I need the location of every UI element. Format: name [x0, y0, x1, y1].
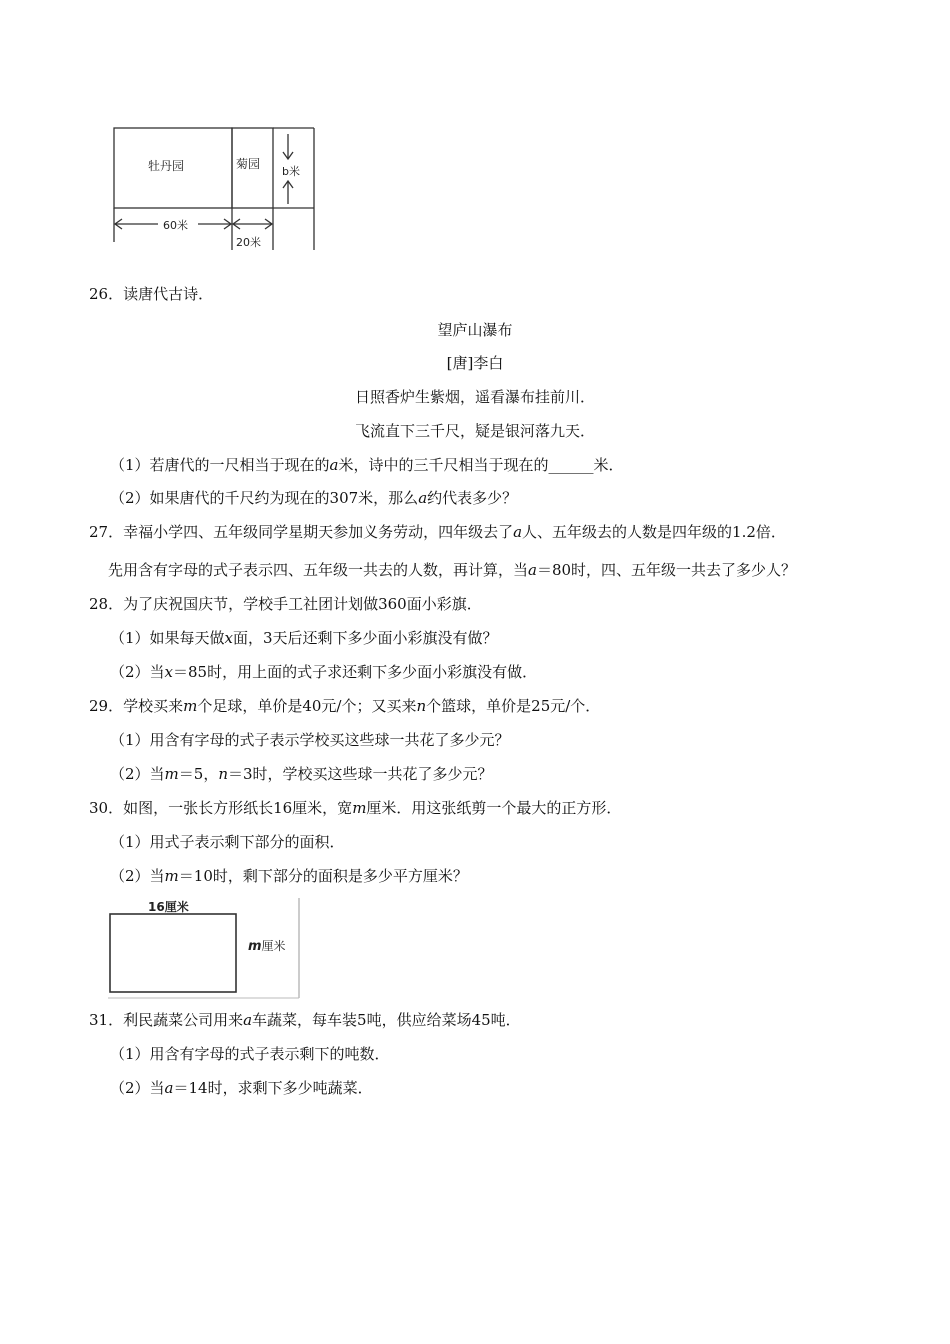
q28-part-1: （1）如果每天做x面，3天后还剩下多少面小彩旗没有做？ [110, 629, 498, 647]
poem-line-2: 飞流直下三千尺，疑是银河落九天． [354, 422, 595, 440]
q30-stem: 30．如图，一张长方形纸长16厘米，宽m厘米．用这张纸剪一个最大的正方形． [89, 799, 622, 817]
q26-stem: 26．读唐代古诗． [89, 285, 214, 303]
poem-line-1: 日照香炉生紫烟，遥看瀑布挂前川． [354, 388, 595, 406]
paper-length-label: 16厘米 [148, 900, 189, 914]
q26-part-1: （1）若唐代的一尺相当于现在的a米，诗中的三千尺相当于现在的______米． [110, 456, 624, 474]
q28-part-2: （2）当x＝85时，用上面的式子求还剩下多少面小彩旗没有做． [110, 663, 538, 681]
poem-title: 望庐山瀑布 [437, 321, 513, 339]
paper-rect [110, 914, 236, 992]
q31-part-2: （2）当a＝14时，求剩下多少吨蔬菜． [110, 1079, 373, 1097]
q30-part-2: （2）当m＝10时，剩下部分的面积是多少平方厘米？ [110, 867, 468, 885]
q29-part-2: （2）当m＝5，n＝3时，学校买这些球一共花了多少元？ [110, 765, 493, 783]
q26-part-2: （2）如果唐代的千尺约为现在的307米，那么a约代表多少？ [110, 489, 518, 507]
length-20-label: 20米 [236, 236, 261, 249]
paper-figure [106, 896, 302, 1000]
q31-part-1: （1）用含有字母的式子表示剩下的吨数． [110, 1045, 390, 1063]
length-60-label: 60米 [163, 219, 188, 232]
q29-stem: 29．学校买来m个足球，单价是40元/个；又买来n个篮球，单价是25元/个． [89, 697, 601, 715]
q27-line-1: 27．幸福小学四、五年级同学星期天参加义务劳动，四年级去了a人、五年级去的人数是四年级的1.2倍． [89, 523, 786, 541]
peony-label: 牡丹园 [148, 159, 185, 173]
q28-stem: 28．为了庆祝国庆节，学校手工社团计划做360面小彩旗． [89, 595, 482, 613]
q31-stem: 31．利民蔬菜公司用来a车蔬菜，每车装5吨，供应给菜场45吨． [89, 1011, 521, 1029]
garden-figure [108, 124, 324, 254]
poem-author: [唐]李白 [446, 354, 504, 372]
chrysanthemum-label: 菊园 [236, 157, 261, 171]
q27-line-2: 先用含有字母的式子表示四、五年级一共去的人数，再计算，当a＝80时，四、五年级一共去了多少人？ [108, 561, 797, 579]
q30-part-1: （1）用式子表示剩下部分的面积． [110, 833, 345, 851]
width-b-label: b米 [282, 165, 300, 178]
paper-width-label: m厘米 [248, 939, 286, 954]
q29-part-1: （1）用含有字母的式子表示学校买这些球一共花了多少元？ [110, 731, 510, 749]
